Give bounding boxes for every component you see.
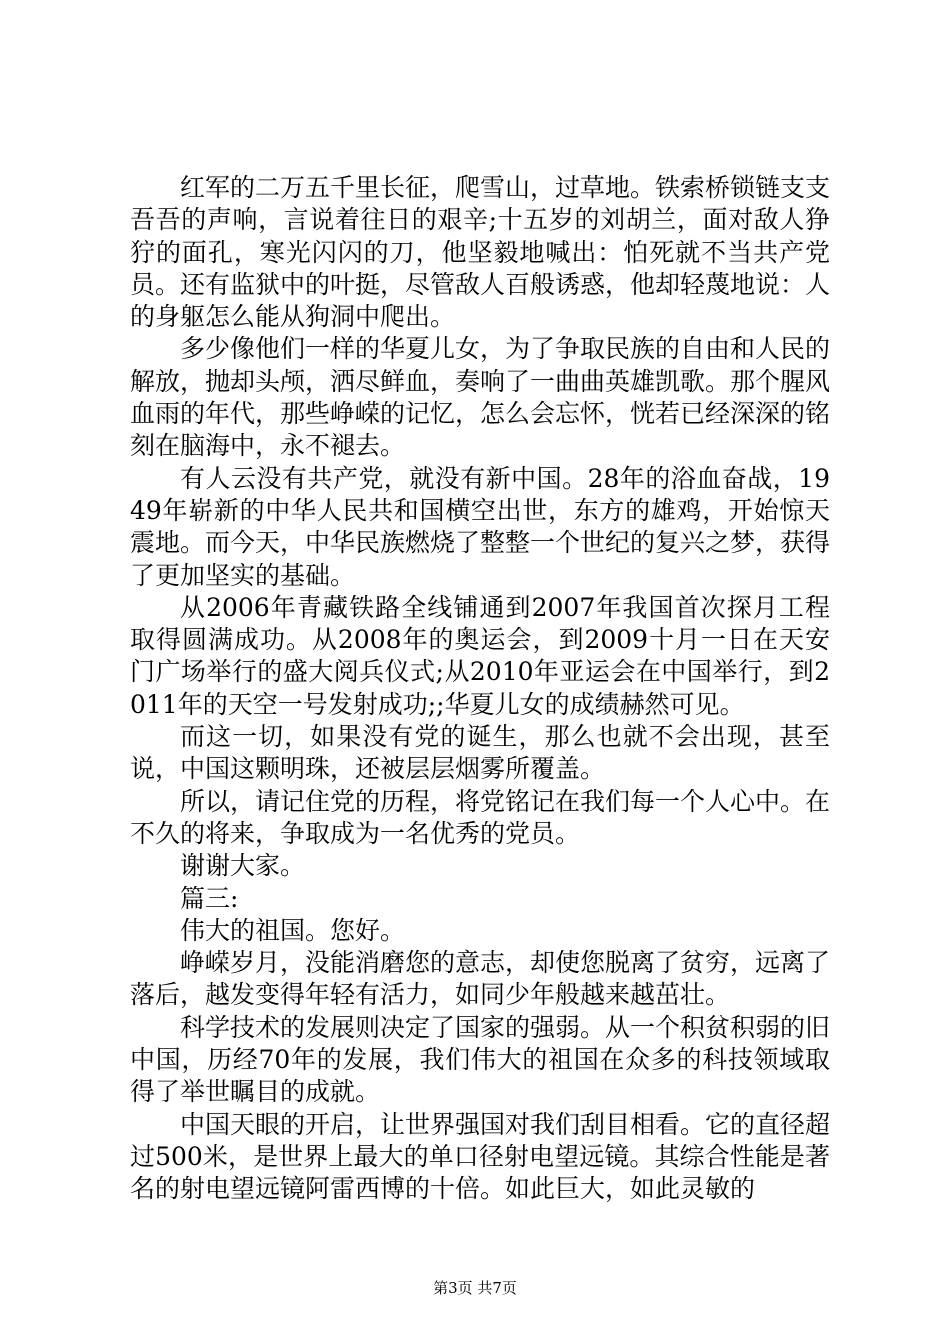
paragraph: 而这一切，如果没有党的诞生，那么也就不会出现，甚至说，中国这颗明珠，还被层层烟雾所覆盖。 — [130, 722, 830, 784]
paragraph: 谢谢大家。 — [180, 851, 306, 881]
paragraph: 红军的二万五千里长征，爬雪山，过草地。铁索桥锁链支支吾吾的声响，言说着往日的艰辛;十五岁的刘胡兰，面对敌人狰狞的面孔，寒光闪闪的刀，他坚毅地喊出：怕死就不当共产党员。还有监狱中的叶挺，尽管敌人百般诱惑，他却轻蔑地说：人的身躯怎么能从狗洞中爬出。 — [130, 173, 831, 332]
paragraph: 多少像他们一样的华夏儿女，为了争取民族的自由和人民的解放，抛却头颅，洒尽鲜血，奏响了一曲曲英雄凯歌。那个腥风血雨的年代，那些峥嵘的记忆，怎么会忘怀，恍若已经深深的铭刻在脑海中，永不褪去。 — [130, 334, 831, 461]
paragraph: 中国天眼的开启，让世界强国对我们刮目相看。它的直径超过500米，是世界上最大的单口径射电望远镜。其综合性能是著名的射电望远镜阿雷西博的十倍。如此巨大，如此灵敏的 — [130, 1109, 831, 1204]
page-footer: 第3页 共7页 — [433, 1279, 517, 1297]
paragraph: 所以，请记住党的历程，将党铭记在我们每一个人心中。在不久的将来，争取成为一名优秀的党员。 — [130, 786, 831, 848]
paragraph: 从2006年青藏铁路全线铺通到2007年我国首次探月工程取得圆满成功。从2008年的奥运会，到2009十月一日在天安门广场举行的盛大阅兵仪式;从2010年亚运会在中国举行，到2011年的天空一号发射成功;;华夏儿女的成绩赫然可见。 — [130, 592, 830, 719]
document-body — [130, 172, 830, 1206]
paragraph: 峥嵘岁月，没能消磨您的意志，却使您脱离了贫穷，远离了落后，越发变得年轻有活力，如同少年般越来越茁壮。 — [130, 948, 831, 1010]
section-heading: 篇三: — [180, 883, 239, 913]
paragraph: 有人云没有共产党，就没有新中国。28年的浴血奋战，1949年崭新的中华人民共和国横空出世，东方的雄鸡，开始惊天震地。而今天，中华民族燃烧了整整一个世纪的复兴之梦，获得了更加坚实的基础。 — [130, 463, 831, 590]
paragraph: 科学技术的发展则决定了国家的强弱。从一个积贫积弱的旧中国，历经70年的发展，我们伟大的祖国在众多的科技领域取得了举世瞩目的成就。 — [130, 1012, 831, 1107]
paragraph: 伟大的祖国。您好。 — [180, 915, 406, 945]
